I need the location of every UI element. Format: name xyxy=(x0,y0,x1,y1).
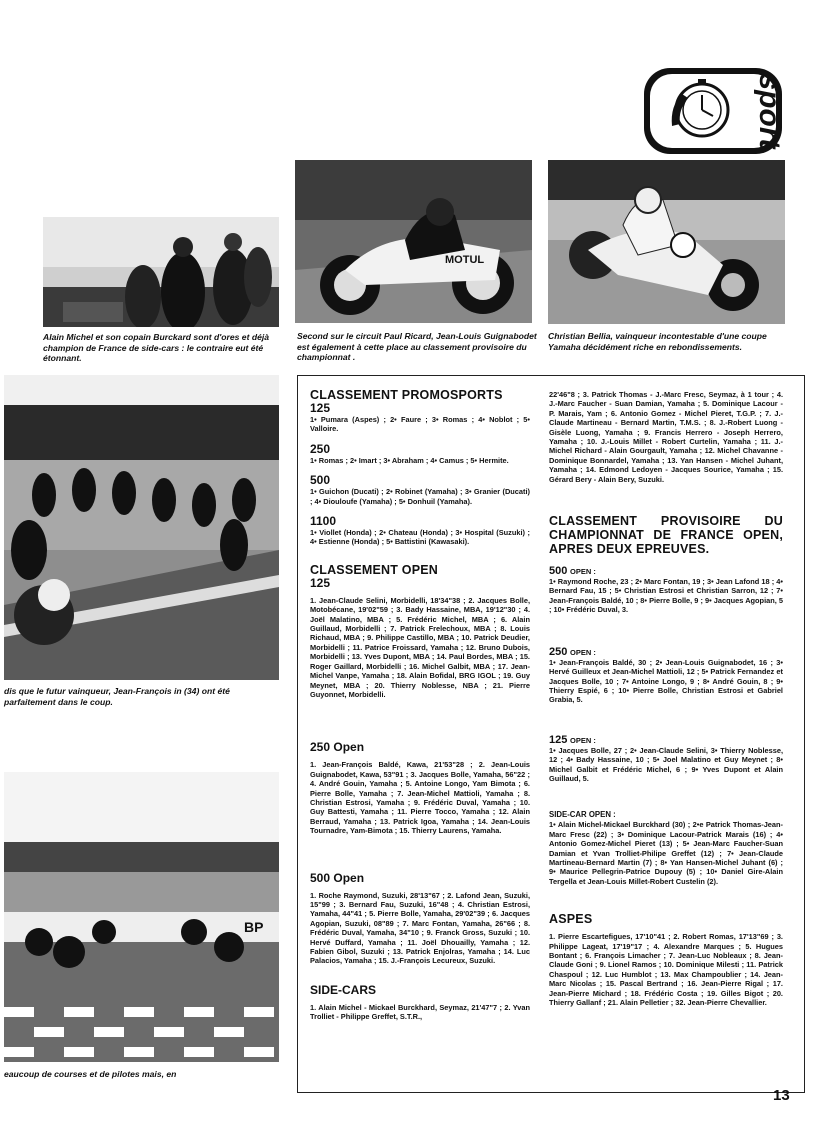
prov-250 xyxy=(549,647,783,705)
aspes-results: 1. Pierre Escartefigues, 17'10"41 ; 2. Robert Romas, 17'13"69 ; 3. Philippe Lageat, 17'19"17 ; 4. Alexandre Marques ; 5. Hugues Bontant ; 6. François Limacher ; 7. Jean-Luc Nobleaux ; 8. Jean-Claude Goni ; 9. Lionel Ramos ; 10. Dominique Milesti ; 11. Patrick Chaspoul ; 12. Luc Humblot ; 13. Max Champoublier ; 14. Jean-Marc Nicolas ; 15. Pascal Bertrand ; 16. Jean-Pierre Rigal ; 17. Jean-Pierre Michard ; 18. Frédéric Costa ; 19. Gilles Bigot ; 20. Thierry Gallanf ; 21. Alain Pelletier ; 32. Jean-Pierre Chevallier. xyxy=(549,932,783,1008)
sidecar-open-text: 1• Alain Michel-Mickael Burckhard (30) ; 2•e Patrick Thomas-Jean-Marc Fresc (22) ; 3• Dominique Lacour-Patrick Marais (16) ; 4• Antonio Gomez-Michel Pieret (13) ; 5• Jean-Marc Faucher-Suan Damian et Yvan Trolliet-Philipe Greffet (12) ; 7• Jean-Claude Martineau-Bernard Martin (7) ; 8• Yan Hansen-Michel Juhant (6) ; 9• Maurice Pellegrin-Patrice Dupouy (5) ; 10• Daniel Gire-Alain Tergella et Jean-Louis Millet-Robert Custelin (2). xyxy=(549,820,783,886)
promosports-class-250: 250 xyxy=(310,441,331,456)
open-500-title: 500 Open xyxy=(310,870,365,885)
promosports-text-125: 1• Pumara (Aspes) ; 2• Faure ; 3• Romas ; 4• Noblot ; 5• Valloire. xyxy=(310,415,530,434)
photo-motul-text: MOTUL xyxy=(445,254,485,266)
prov-500-text: 1• Raymond Roche, 23 ; 2• Marc Fontan, 19 ; 3• Jean Lafond 18 ; 4• Bernard Fau, 15 ; 5• Christian Estrosi et Christian Sarron, 12 ; 7• Jean-François Baldé, 10 ; 8• Pierre Bolle, 9 ; 9• Jacques Agopian, 5 ; 10• Frédéric Duval, 3. xyxy=(549,577,783,615)
photo-bellia xyxy=(548,160,785,324)
sport-logo-text: sport xyxy=(753,73,784,149)
page-number: 13 xyxy=(773,1087,790,1104)
caption-photo5: eaucoup de courses et de pilotes mais, en xyxy=(4,1069,177,1079)
caption-photo1: Alain Michel et son copain Burckard sont d'ores et déjà champion de France de side-cars : le contraire eut été étonnant. xyxy=(43,332,270,363)
caption-photo2: Second sur le circuit Paul Ricard, Jean-Louis Guignabodet est également à cette place au classement provisoire du championnat . xyxy=(297,331,537,362)
prov-125-label: OPEN : xyxy=(570,735,596,745)
sport-logo xyxy=(642,66,784,156)
caption-photo3: Christian Bellia, vainqueur incontestable d'une coupe Yamaha décidément riche en rebondissements. xyxy=(548,331,767,352)
photo-grid xyxy=(4,772,279,1062)
promosports-text-500: 1• Guichon (Ducati) ; 2• Robinet (Yamaha) ; 3• Granier (Ducati) ; 4• Diouloufe (Yamaha) ; 5• Donhuil (Yamaha). xyxy=(310,487,530,506)
sidecar-open xyxy=(549,809,783,886)
promosports-text-1100: 1• Viollet (Honda) ; 2• Chateau (Honda) ; 3• Hospital (Suzuki) ; 4• Estienne (Honda) ; 5• Battistini (Kawasaki). xyxy=(310,528,530,547)
prov-500 xyxy=(549,566,783,615)
promosports-class-500: 500 xyxy=(310,473,331,488)
open-title: CLASSEMENT OPEN xyxy=(310,562,439,577)
promosports-class-1100: 1100 xyxy=(310,514,337,529)
prov-250-text: 1• Jean-François Baldé, 30 ; 2• Jean-Louis Guignabodet, 16 ; 3• Hervé Guilleux et Jean-Michel Mattioli, 12 ; 5• Patrick Fernandez et Jacques Bolle, 10 ; 7• Antoine Longo, 9 ; 8• André Gouin, 8 ; 9• Thierry Espié, 6 ; 10• Pierre Bolle, Christian Estrosi et Gabriel Grabia, 5. xyxy=(549,657,783,705)
photo-sidecar-team xyxy=(43,217,279,327)
photo-race-start xyxy=(4,375,279,680)
prov-250-label: OPEN : xyxy=(570,647,596,657)
prov-250-class: 250 xyxy=(549,645,568,658)
sidecars-title: SIDE-CARS xyxy=(310,982,377,997)
aspes-title: ASPES xyxy=(549,912,593,927)
prov-125 xyxy=(549,735,783,784)
open-250-title: 250 Open xyxy=(310,740,365,755)
prov-500-class: 500 xyxy=(549,565,568,578)
caption-photo4: dis que le futur vainqueur, Jean-François in (34) ont été parfaitement dans le coup. xyxy=(4,686,230,707)
sidecars-results-cont: 22'46"8 ; 3. Patrick Thomas - J.-Marc Fresc, Seymaz, à 1 tour ; 4. J.-Marc Faucher - Suan Damian, Yamaha ; 5. Dominique Lacour - P. Marais, Yam ; 6. Antonio Gomez - Michel Pieret, T.G.P. ; 7. J.-Claude Martineau - Bernard Martin, T.M.S. ; 8. J.-Robert Luong - Gisèle Luong, Yamaha ; 9. Francis Herrero - Joseph Herrero, Yamaha ; 10. J.-Louis Millet - Robert Curtelin, Yamaha ; 11. J.-Michel Richard - Alain Gourgault, Yamaha ; 12. Michel Chavanne - Dominique Bonnardel, Yamaha ; 13. Yan Hansen - Michel Juhant, Yamaha ; 14. Edmond Ledoyen - Jacques Sourice, Yamaha ; 15. Gérard Bery - Alain Bery, Suzuki. xyxy=(549,390,783,484)
prov-500-label: OPEN : xyxy=(570,567,596,577)
results-right-column xyxy=(549,390,783,1007)
promosports-class-125: 125 xyxy=(310,401,331,415)
promosports-text-250: 1• Romas ; 2• Imart ; 3• Abraham ; 4• Camus ; 5• Hermite. xyxy=(310,455,509,465)
sidecars-results-start: 1. Alain Michel - Mickael Burckhard, Seymaz, 21'47"7 ; 2. Yvan Trolliet - Philippe Greffet, S.T.R., xyxy=(310,1002,530,1022)
photo-guignabodet xyxy=(295,160,532,323)
open-class-125: 125 xyxy=(310,575,331,590)
open-500-results: 1. Roche Raymond, Suzuki, 28'13"67 ; 2. Lafond Jean, Suzuki, 15"99 ; 3. Bernard Fau, Suzuki, 16"48 ; 4. Christian Estrosi, Yamaha, 44"41 ; 5. Pierre Bolle, Yamaha, 29'02"39 ; 6. Jacques Agopian, Suzuki, 08"89 ; 7. Marc Fontan, Yamaha, 26"66 ; 8. Frédéric Duval, Yamaha, 34"10 ; 9. Franck Gross, Suzuki ; 10. Hervé Duffard, Yamaha ; 11. Joël Dhouailly, Yamaha ; 12. Fabien Gibol, Suzuki ; 13. Patrick Enjolras, Yamaha ; 14. Luc Palacios, Yamaha ; 15. J.-François Lecureux, Suzuki. xyxy=(310,890,530,966)
sidecar-open-title: SIDE-CAR OPEN : xyxy=(549,810,616,820)
prov-125-class: 125 xyxy=(549,733,568,746)
open-125-results: 1. Jean-Claude Selini, Morbidelli, 18'34"38 ; 2. Jacques Bolle, Motobécane, 19'02"59 ; 3. Bady Hassaine, MBA, 19'12"30 ; 4. Joël Malatino, MBA ; 5. Frédéric Michel, MBA ; 6. Alain Guillaud, Morbidelli ; 7. Patrick Frelechoux, MBA ; 8. Louis Richaud, MBA ; 9. Philippe Castillo, MBA ; 10. Patrick Deudier, Morbidelli ; 11. Patrice Froissard, Yamaha ; 12. Bruno Dubois, Morbidelli ; 13. Yves Dupont, MBA ; 14. Paul Bordes, MBA ; 15. Roger Gaillard, Morbidelli ; 16. Michel Galbit, MBA ; 17. Jean-Michel Vanpe, Yamaha ; 18. Alain Bofidal, BRG IGOL ; 19. Guy Meynet, MBA ; 20. Thierry Noblesse, NBA ; 21. Pierre Guyonnet, Morbidelli. xyxy=(310,595,530,699)
open-250-results: 1. Jean-François Baldé, Kawa, 21'53"28 ; 2. Jean-Louis Guignabodet, Kawa, 53"91 ; 3. Jacques Bolle, Yamaha, 56"22 ; 4. André Gouin, Yamaha ; 5. Antoine Longo, Yam Bimota ; 6. Pierre Bolle, Yamaha ; 7. Jean-Michel Mattioli, Yamaha ; 8. Christian Estrosi, Yamaha ; 9. Frédéric Duval, Yamaha ; 10. Guy Battesti, Yamaha ; 11. Pierre Tocco, Yamaha ; 12. Alain Berraud, Yamaha ; 13. Patrick Igoa, Yamaha ; 14. Jean-Louis Tournadre, Yam-Bimota ; 15. Thierry Laurens, Yamaha. xyxy=(310,760,530,836)
results-left-column xyxy=(310,388,530,1022)
provisoire-title: CLASSEMENT PROVISOIRE DU CHAMPIONNAT DE FRANCE OPEN, APRES DEUX EPREUVES. xyxy=(549,514,783,557)
promosports-title: CLASSEMENT PROMOSPORTS xyxy=(310,388,503,402)
photo-bp-text: BP xyxy=(244,919,264,935)
prov-125-text: 1• Jacques Bolle, 27 ; 2• Jean-Claude Selini, 3• Thierry Noblesse, 12 ; 4• Bady Hassaine, 10 ; 5• Joel Malatino et Guy Meynet ; 8• Michel Galbit et Frédéric Michel, 6 ; 9• Yves Dupont et Alain Guillaud, 5. xyxy=(549,745,783,783)
